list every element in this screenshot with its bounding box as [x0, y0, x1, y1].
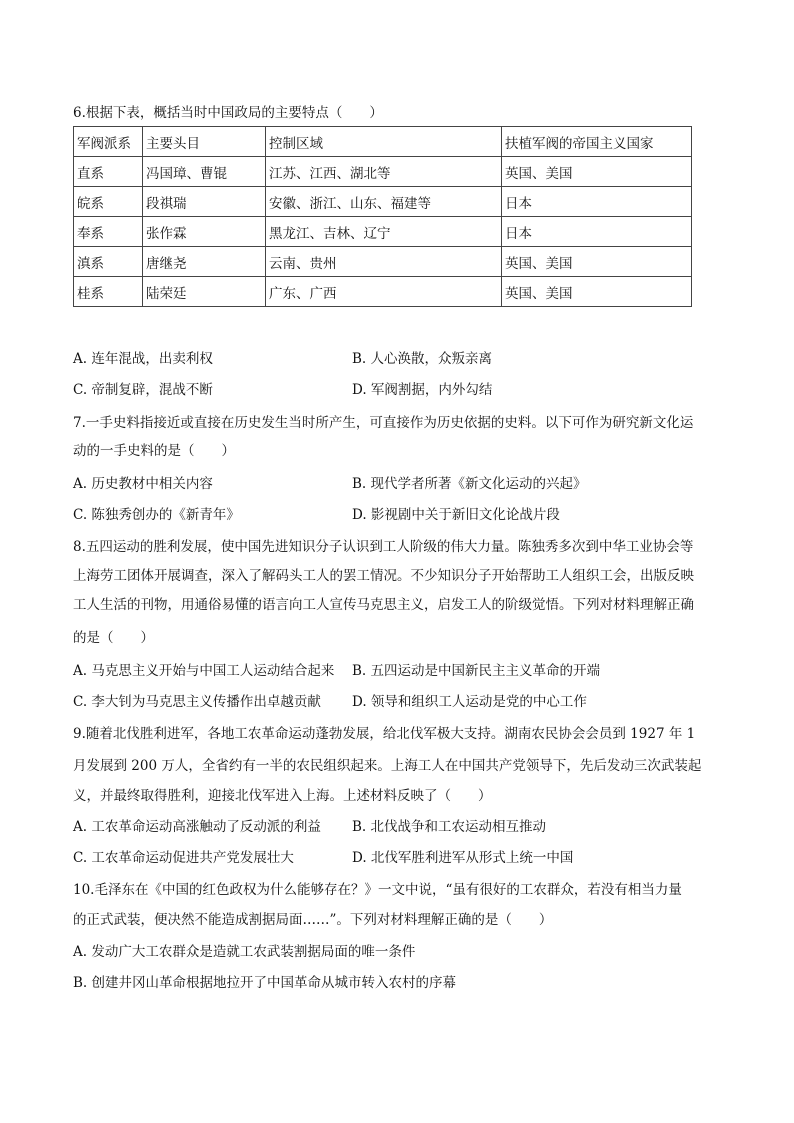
q10-option-a[interactable]: A. 发动广大工农群众是造就工农武装割据局面的唯一条件	[73, 944, 416, 960]
q10-stem-line: 10.毛泽东在《中国的红色政权为什么能够存在？》一文中说，“虽有很好的工农群众，若没有相当力量	[73, 882, 682, 898]
q9-stem-line: 义，并最终取得胜利，迎接北伐军进入上海。上述材料反映了（ ）	[73, 788, 492, 804]
q9-option-d[interactable]: D. 北伐军胜利进军从形式上统一中国	[352, 850, 574, 866]
table-cell: 英国、美国	[502, 157, 692, 187]
table-cell: 奉系	[74, 217, 143, 247]
q10-stem-line: 的正式武装，便决然不能造成割据局面……”。下列对材料理解正确的是（ ）	[73, 912, 553, 928]
table-cell: 日本	[502, 187, 692, 217]
table-header-cell: 军阀派系	[74, 127, 143, 157]
q6-stem: 6.根据下表，概括当时中国政局的主要特点（ ）	[73, 105, 383, 121]
q8-stem-line: 工人生活的刊物，用通俗易懂的语言向工人宣传马克思主义，启发工人的阶级觉悟。下列对材料理解正确	[73, 597, 694, 613]
table-header-cell: 主要头目	[143, 127, 266, 157]
table-row	[74, 157, 692, 187]
q6-option-b[interactable]: B. 人心涣散，众叛亲离	[352, 351, 493, 367]
warlord-table	[73, 126, 692, 307]
table-cell: 段祺瑞	[143, 187, 266, 217]
q8-stem-line: 上海劳工团体开展调查，深入了解码头工人的罢工情况。不少知识分子开始帮助工人组织工会，出版反映	[73, 568, 694, 584]
q8-stem-line: 8.五四运动的胜利发展，使中国先进知识分子认识到工人阶级的伟大力量。陈独秀多次到中华工业协会等	[73, 539, 694, 555]
table-header-cell: 扶植军阀的帝国主义国家	[502, 127, 692, 157]
q7-option-a[interactable]: A. 历史教材中相关内容	[73, 476, 213, 492]
table-cell: 黑龙江、吉林、辽宁	[266, 217, 502, 247]
table-header-row	[74, 127, 692, 157]
q9-stem-line: 月发展到 200 万人，全省约有一半的农民组织起来。上海工人在中国共产党领导下，先后发动三次武装起	[73, 758, 702, 774]
q9-option-c[interactable]: C. 工农革命运动促进共产党发展壮大	[73, 850, 294, 866]
table-header-cell: 控制区域	[266, 127, 502, 157]
table-cell: 桂系	[74, 277, 143, 307]
q8-option-a[interactable]: A. 马克思主义开始与中国工人运动结合起来	[73, 663, 335, 679]
q10-option-b[interactable]: B. 创建井冈山革命根据地拉开了中国革命从城市转入农村的序幕	[73, 975, 457, 991]
q8-stem-line: 的是（ ）	[73, 630, 154, 646]
q7-option-d[interactable]: D. 影视剧中关于新旧文化论战片段	[352, 507, 560, 523]
table-cell: 皖系	[74, 187, 143, 217]
table-cell: 陆荣廷	[143, 277, 266, 307]
table-cell: 江苏、江西、湖北等	[266, 157, 502, 187]
q9-option-a[interactable]: A. 工农革命运动高涨触动了反动派的利益	[73, 819, 321, 835]
table-cell: 滇系	[74, 247, 143, 277]
table-row	[74, 247, 692, 277]
table-cell: 广东、广西	[266, 277, 502, 307]
table-row	[74, 277, 692, 307]
q6-option-a[interactable]: A. 连年混战，出卖利权	[73, 351, 213, 367]
q9-stem-line: 9.随着北伐胜利进军，各地工农革命运动蓬勃发展，给北伐军极大支持。湖南农民协会会员到 1927 年 1	[73, 726, 696, 742]
table-cell: 安徽、浙江、山东、福建等	[266, 187, 502, 217]
table-row	[74, 187, 692, 217]
table-row	[74, 217, 692, 247]
table-cell: 直系	[74, 157, 143, 187]
q8-option-c[interactable]: C. 李大钊为马克思主义传播作出卓越贡献	[73, 694, 321, 710]
table-cell: 冯国璋、曹锟	[143, 157, 266, 187]
q8-option-b[interactable]: B. 五四运动是中国新民主主义革命的开端	[352, 663, 601, 679]
q9-option-b[interactable]: B. 北伐战争和工农运动相互推动	[352, 819, 547, 835]
table-cell: 张作霖	[143, 217, 266, 247]
table-cell: 日本	[502, 217, 692, 247]
q6-option-d[interactable]: D. 军阀割据，内外勾结	[352, 382, 493, 398]
q7-stem-line: 7.一手史料指接近或直接在历史发生当时所产生，可直接作为历史依据的史料。以下可作为研究新文化运	[73, 415, 694, 431]
q8-option-d[interactable]: D. 领导和组织工人运动是党的中心工作	[352, 694, 587, 710]
table-cell: 英国、美国	[502, 247, 692, 277]
table-cell: 云南、贵州	[266, 247, 502, 277]
q7-option-c[interactable]: C. 陈独秀创办的《新青年》	[73, 507, 240, 523]
table-cell: 英国、美国	[502, 277, 692, 307]
q6-option-c[interactable]: C. 帝制复辟，混战不断	[73, 382, 213, 398]
q7-stem-line: 动的一手史料的是（ ）	[73, 443, 235, 459]
table-cell: 唐继尧	[143, 247, 266, 277]
q7-option-b[interactable]: B. 现代学者所著《新文化运动的兴起》	[352, 476, 587, 492]
